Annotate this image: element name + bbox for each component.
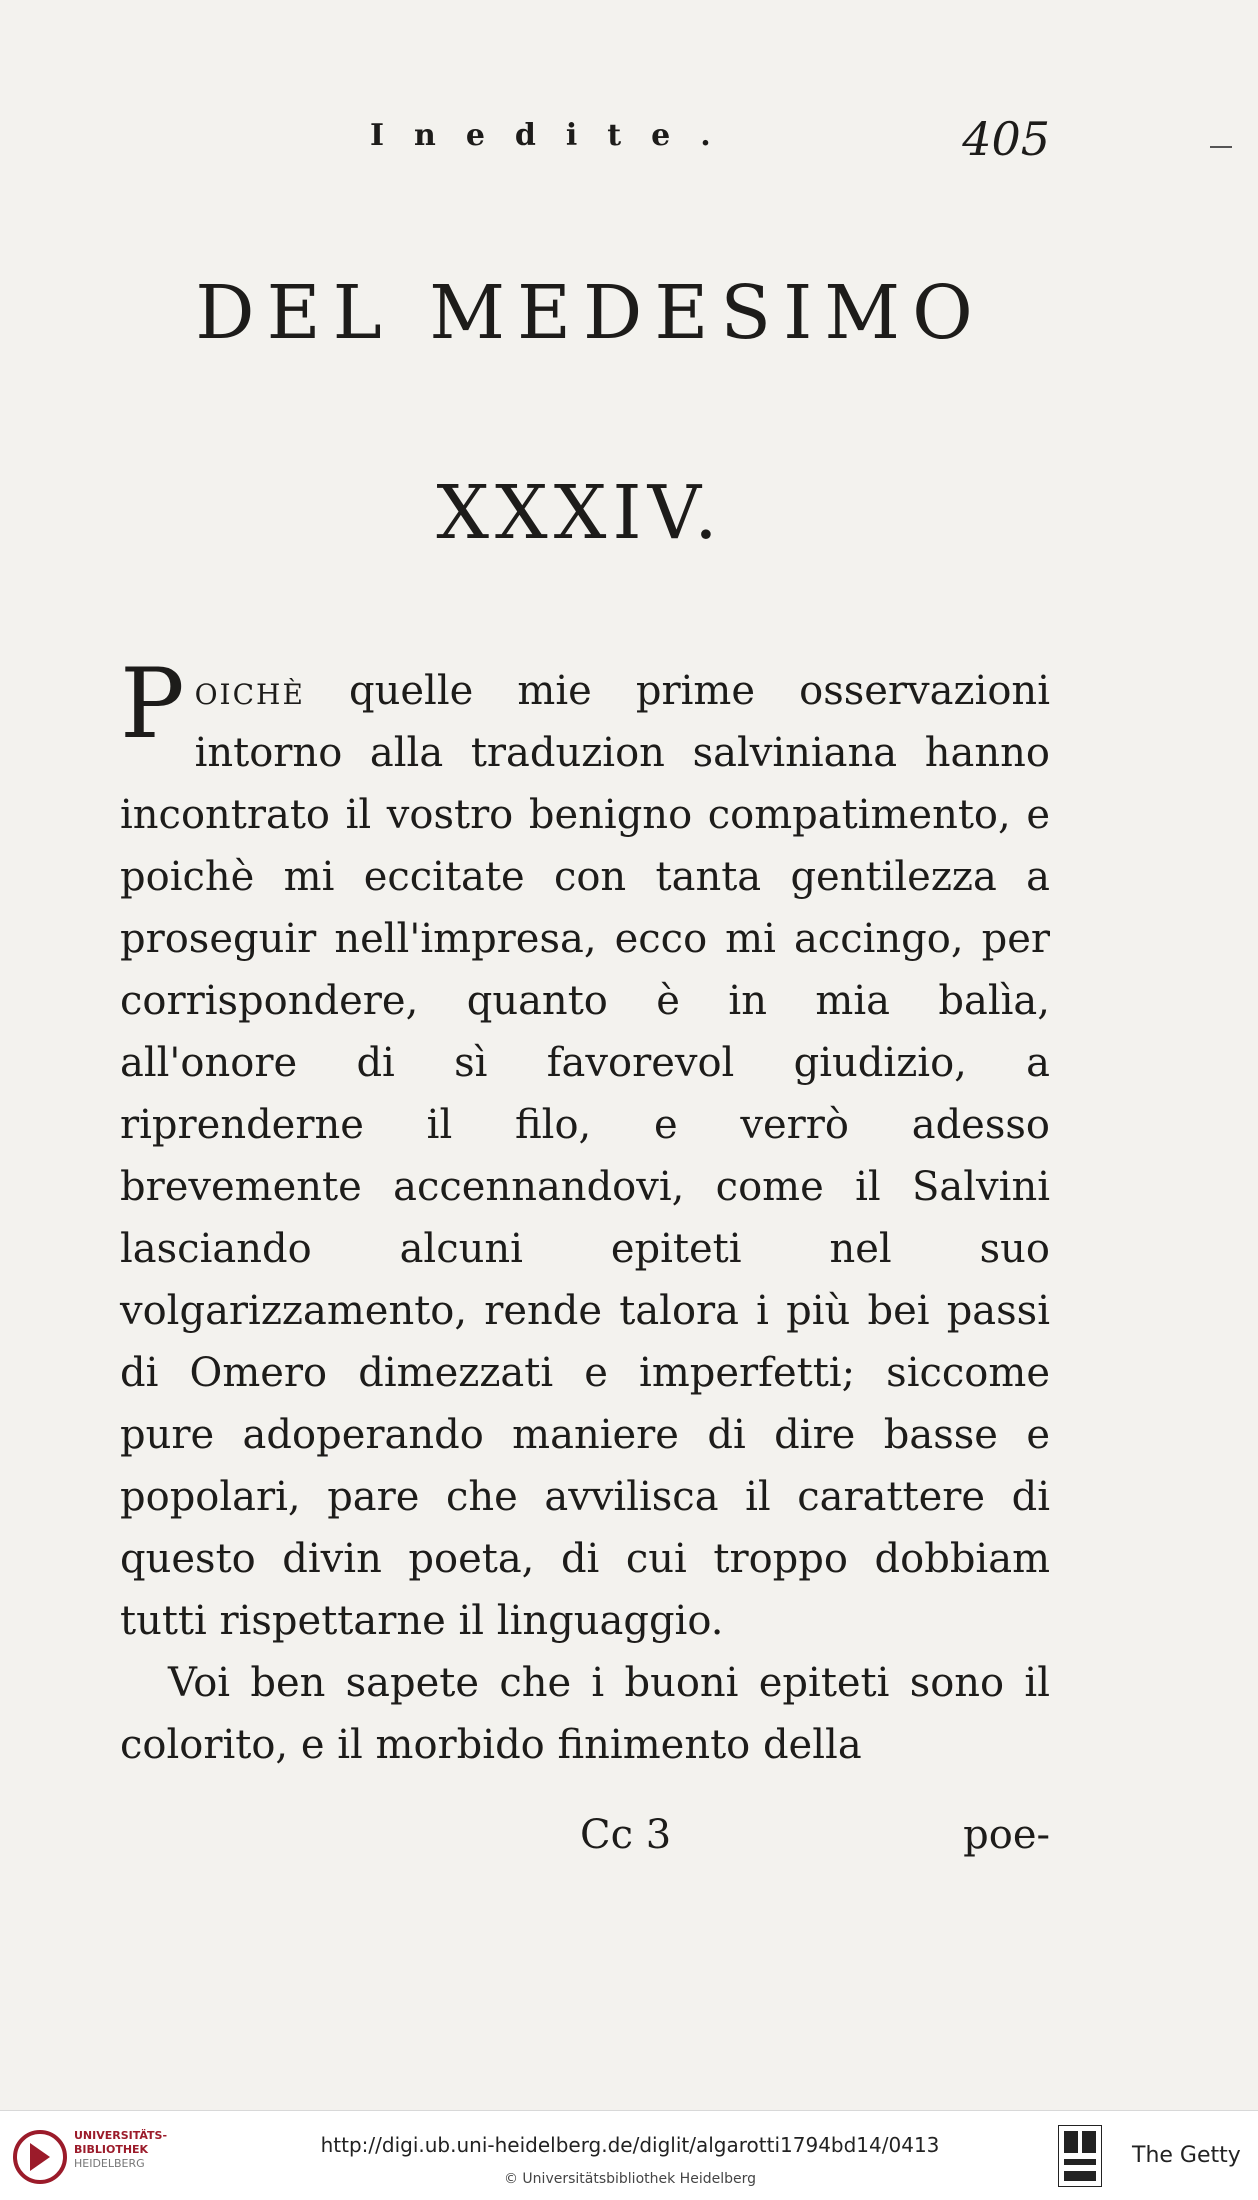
- body-text: [120, 648, 1050, 1776]
- university-seal-icon[interactable]: [12, 2129, 68, 2185]
- viewer-footer: [0, 2110, 1258, 2200]
- section-heading: DEL MEDESIMO: [195, 270, 985, 356]
- partner-name[interactable]: The Getty: [1132, 2143, 1241, 2168]
- paragraph-text: quelle mie prime osservazioni intorno alla traduzion salviniana hanno incontrato il vostro benigno compatimento, e poichè mi eccitate con tanta gentilezza a proseguir nell'impresa, ecco mi accingo, per corrispondere, quanto è in mia balìa, all'onore di sì favorevol giudizio, a riprenderne il filo, e verrò adesso brevemente accennandovi, come il Salvini lasciando alcuni epiteti nel suo volgarizzamento, rende talora i più bei passi di Omero dimezzati e imperfetti; siccome pure adoperando maniere di dire basse e popolari, pare che avvilisca il carattere di questo divin poeta, di cui troppo dobbiam tutti rispettarne il linguaggio.: [120, 668, 1050, 1644]
- lead-small-caps: oichè: [194, 668, 305, 714]
- signature-mark: Cc 3: [580, 1812, 672, 1858]
- paragraph-text: Voi ben sapete che i buoni epiteti sono il colorito, e il morbido finimento della: [120, 1660, 1050, 1768]
- letter-numeral: XXXIV.: [436, 470, 724, 556]
- copyright-notice: © Universitätsbibliothek Heidelberg: [503, 2171, 756, 2187]
- page-number: 405: [962, 112, 1050, 166]
- paragraph: [120, 648, 1050, 1652]
- running-head-title: Inedite.: [370, 118, 741, 153]
- running-head: [370, 112, 1070, 178]
- getty-logo-icon[interactable]: [1058, 2125, 1102, 2187]
- library-name-line: HEIDELBERG: [74, 2157, 145, 2170]
- library-name-line: UNIVERSITÄTS-: [74, 2129, 168, 2142]
- catchline: [580, 1812, 1050, 1872]
- edge-mark: [1210, 146, 1232, 148]
- drop-cap: P: [120, 648, 185, 760]
- library-name[interactable]: [74, 2129, 167, 2171]
- catchword: poe-: [963, 1812, 1050, 1858]
- paragraph: [120, 1652, 1050, 1776]
- library-name-line: BIBLIOTHEK: [74, 2143, 149, 2156]
- permalink-url[interactable]: http://digi.ub.uni-heidelberg.de/diglit/algarotti1794bd14/0413: [320, 2133, 940, 2157]
